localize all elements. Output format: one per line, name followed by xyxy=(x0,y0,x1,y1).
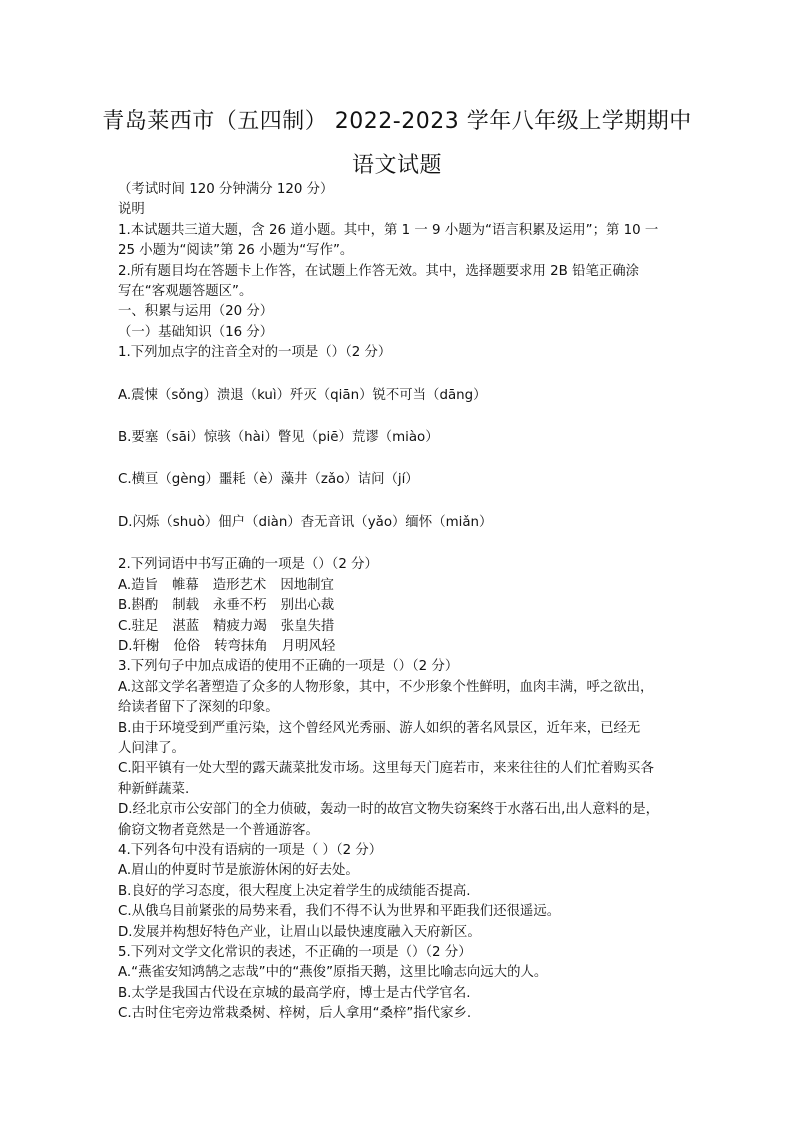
question-2-option-b xyxy=(118,596,708,616)
option-word: 帷幕 xyxy=(171,577,199,593)
question-2-option-d xyxy=(118,637,708,657)
question-3-option-c: C.阳平镇有一处大型的露天蔬菜批发市场。这里每天门庭若市，来来往往的人们忙着购买各 xyxy=(118,761,654,777)
question-3-stem: 3.下列句子中加点成语的使用不正确的一项是（）（2 分） xyxy=(118,659,459,675)
option-word: 张皇失措 xyxy=(280,618,335,634)
option-word: B.斟酌 xyxy=(118,598,159,614)
option-word: 造形艺术 xyxy=(212,577,267,593)
option-word: 伧俗 xyxy=(173,638,201,654)
option-word: 因地制宜 xyxy=(280,577,334,593)
exam-subtitle: 语文试题 xyxy=(351,153,442,178)
option-word: 精疲力竭 xyxy=(213,618,267,634)
question-1-option-b: B.要塞（sāi）惊骇（hài）瞥见（piē）荒谬（miào） xyxy=(118,430,439,446)
question-5-option-b: B.太学是我国古代设在京城的最高学府，博士是古代学官名. xyxy=(118,985,471,1001)
note-1-line-1: 1.本试题共三道大题，含 26 道小题。其中，第 1 一 9 小题为“语言积累及运用”；第 10 一 xyxy=(118,222,659,238)
question-4-stem: 4.下列各句中没有语病的一项是（ ）（2 分） xyxy=(118,842,383,858)
option-word: 制载 xyxy=(172,598,200,614)
option-word: A.造旨 xyxy=(118,577,158,593)
question-4-option-a: A.眉山的仲夏时节是旅游休闲的好去处。 xyxy=(118,863,359,879)
note-1-line-2: 25 小题为“阅读”第 26 小题为“写作”。 xyxy=(118,243,354,259)
question-1-option-c: C.横亘（gèng）噩耗（è）藻井（zǎo）诘问（jí） xyxy=(118,472,419,488)
exam-info: （考试时间 120 分钟满分 120 分） xyxy=(118,182,334,197)
question-4-option-c: C.从俄乌目前紧张的局势来看，我们不得不认为世界和平距我们还很遥远。 xyxy=(118,904,561,920)
option-word: D.轩榭 xyxy=(118,638,160,654)
question-3-option-b: B.由于环境受到严重污染，这个曾经风光秀丽、游人如织的著名风景区，近年来，已经无 xyxy=(118,720,641,736)
question-2-option-c xyxy=(118,617,708,637)
question-2-option-a xyxy=(118,576,708,596)
question-3-option-b-cont: 人问津了。 xyxy=(118,740,185,756)
option-word: 湛蓝 xyxy=(172,618,200,634)
question-1-option-a: A.震悚（sǒng）溃退（kuì）歼灭（qiān）锐不可当（dāng） xyxy=(118,387,487,403)
question-1-option-d: D.闪烁（shuò）佃户（diàn）杳无音讯（yǎo）缅怀（miǎn） xyxy=(118,514,493,530)
question-1-stem: 1.下列加点字的注音全对的一项是（）（2 分） xyxy=(118,345,392,361)
exam-title: 青岛莱西市（五四制） 2022-2023 学年八年级上学期期中 xyxy=(102,109,692,134)
question-5-option-a: A.“燕雀安知鸿鹄之志哉”中的“燕俊”原指天鹅，这里比喻志向远大的人。 xyxy=(118,965,548,981)
notes-header: 说明 xyxy=(118,202,145,218)
question-5-stem: 5.下列对文学文化常识的表述，不正确的一项是（）（2 分） xyxy=(118,945,472,960)
question-3-option-d-cont: 偷窃文物者竟然是一个普通游客。 xyxy=(118,822,319,838)
option-word: 别出心裁 xyxy=(280,598,335,614)
question-3-option-c-cont: 种新鲜蔬菜. xyxy=(118,781,190,797)
subsection-heading: （一）基础知识（16 分） xyxy=(118,324,274,340)
option-word: 永垂不朽 xyxy=(213,598,267,614)
option-word: C.驻足 xyxy=(118,618,159,634)
option-word: 月明风轻 xyxy=(281,638,336,654)
question-3-option-a-cont: 给读者留下了深刻的印象。 xyxy=(118,700,279,716)
question-3-option-a: A.这部文学名著塑造了众多的人物形象，其中，不少形象个性鲜明，血肉丰满，呼之欲出， xyxy=(118,679,654,695)
section-heading: 一、积累与运用（20 分） xyxy=(118,304,274,320)
question-3-option-d: D.经北京市公安部门的全力侦破，轰动一时的故宫文物失窃案终于水落石出,出人意料的是， xyxy=(118,802,660,818)
question-4-option-b: B.良好的学习态度，很大程度上决定着学生的成绩能否提高. xyxy=(118,883,471,899)
note-2-line-2: 写在“客观题答题区”。 xyxy=(118,284,253,300)
question-5-option-c: C.古时住宅旁边常栽桑树、梓树，后人拿用“桑梓”指代家乡. xyxy=(118,1006,472,1022)
question-4-option-d: D.发展并构想好特色产业，让眉山以最快速度融入天府新区。 xyxy=(118,924,481,940)
option-word: 转弯抹角 xyxy=(214,638,268,654)
exam-body xyxy=(118,180,708,1025)
note-2-line-1: 2.所有题目均在答题卡上作答，在试题上作答无效。其中，选择题要求用 2B 铅笔正确涂 xyxy=(118,263,640,279)
question-2-stem: 2.下列词语中书写正确的一项是（）（2 分） xyxy=(118,557,378,573)
